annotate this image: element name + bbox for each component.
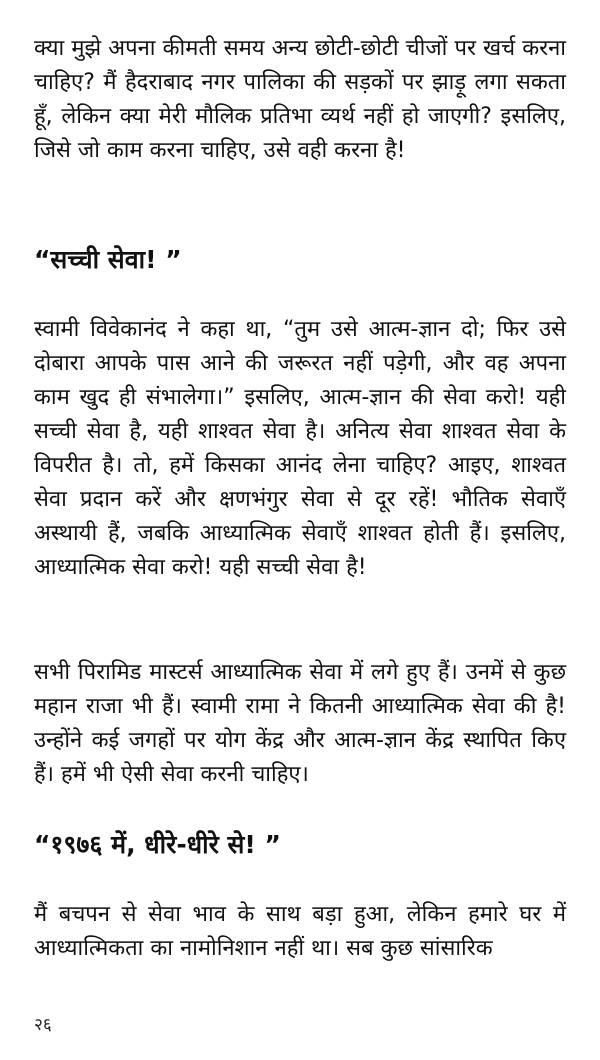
paragraph-childhood: मैं बचपन से सेवा भाव के साथ बड़ा हुआ, लेकिन हमारे घर में आध्यात्मिकता का नामोनिशान नहीं था। सब कुछ सांसारिक	[34, 902, 566, 961]
paragraph-pyramid-masters: सभी पिरामिड मास्टर्स आध्यात्मिक सेवा में लगे हुए हैं। उनमें से कुछ महान राजा भी हैं। स्वामी रामा ने कितनी आध्यात्मिक सेवा की है! उन्होंने कई जगहों पर योग केंद्र और आत्म-ज्ञान केंद्र स्थापित किए हैं। हमें भी ऐसी सेवा करनी चाहिए।	[34, 660, 566, 787]
section-heading-1976: “१९७६ में, धीरे-धीरे से! ”	[34, 830, 281, 859]
page-number: २६	[34, 1015, 52, 1035]
paragraph-vivekananda: स्वामी विवेकानंद ने कहा था, “तुम उसे आत्म-ज्ञान दो; फिर उसे दोबारा आपके पास आने की जरूरत नहीं पड़ेगी, और वह अपना काम खुद ही संभालेगा।” इसलिए, आत्म-ज्ञान की सेवा करो! यही सच्ची सेवा है, यही शाश्वत सेवा है। अनित्य सेवा शाश्वत सेवा के विपरीत है। तो, हमें किसका आनंद लेना चाहिए? आइए, शाश्वत सेवा प्रदान करें और क्षणभंगुर सेवा से दूर रहें! भौतिक सेवाएँ अस्थायी हैं, जबकि आध्यात्मिक सेवाएँ शाश्वत होती हैं। इसलिए, आध्यात्मिक सेवा करो! यही सच्ची सेवा है!	[34, 317, 566, 580]
paragraph-intro: क्या मुझे अपना कीमती समय अन्य छोटी-छोटी चीजों पर खर्च करना चाहिए? मैं हैदराबाद नगर पालिका की सड़कों पर झाड़ू लगा सकता हूँ, लेकिन क्या मेरी मौलिक प्रतिभा व्यर्थ नहीं हो जाएगी? इसलिए, जिसे जो काम करना चाहिए, उसे वही करना है!	[34, 36, 566, 163]
section-heading-true-service: “सच्ची सेवा! ”	[34, 245, 182, 274]
